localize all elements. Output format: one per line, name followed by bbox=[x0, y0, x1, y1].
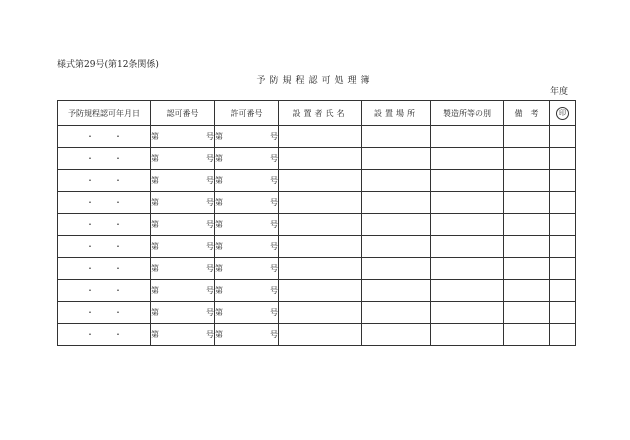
facility-type-cell[interactable] bbox=[431, 148, 504, 170]
date-separator: ・ bbox=[86, 176, 94, 185]
table-row bbox=[58, 214, 576, 236]
col-installer-name: 設置者氏名 bbox=[279, 101, 362, 126]
date-separator: ・ bbox=[114, 286, 122, 295]
date-separator: ・ bbox=[86, 220, 94, 229]
permit-number-cell[interactable] bbox=[215, 148, 279, 170]
table-row bbox=[58, 324, 576, 346]
approval-number-cell[interactable] bbox=[151, 302, 215, 324]
installer-name-cell[interactable] bbox=[279, 214, 362, 236]
table-row bbox=[58, 170, 576, 192]
approval-date-cell[interactable] bbox=[58, 170, 151, 192]
number-prefix: 第 bbox=[215, 264, 223, 273]
installation-site-cell[interactable] bbox=[362, 170, 431, 192]
approval-date-cell[interactable] bbox=[58, 324, 151, 346]
permit-number-cell[interactable] bbox=[215, 170, 279, 192]
approval-number-cell[interactable] bbox=[151, 214, 215, 236]
seal-cell[interactable] bbox=[550, 280, 576, 302]
remarks-cell[interactable] bbox=[504, 170, 550, 192]
installation-site-cell[interactable] bbox=[362, 236, 431, 258]
register-table bbox=[57, 100, 576, 346]
number-prefix: 第 bbox=[151, 198, 159, 207]
approval-number-cell[interactable] bbox=[151, 258, 215, 280]
permit-number-cell[interactable] bbox=[215, 302, 279, 324]
number-suffix: 号 bbox=[270, 154, 278, 163]
date-separator: ・ bbox=[114, 176, 122, 185]
register-rows bbox=[58, 126, 576, 346]
remarks-cell[interactable] bbox=[504, 258, 550, 280]
date-separator: ・ bbox=[114, 242, 122, 251]
number-prefix: 第 bbox=[151, 176, 159, 185]
col-permit-number: 許可番号 bbox=[215, 101, 279, 126]
facility-type-cell[interactable] bbox=[431, 170, 504, 192]
header-row bbox=[58, 101, 576, 126]
remarks-cell[interactable] bbox=[504, 148, 550, 170]
facility-type-cell[interactable] bbox=[431, 302, 504, 324]
approval-date-cell[interactable] bbox=[58, 192, 151, 214]
seal-cell[interactable] bbox=[550, 324, 576, 346]
installation-site-cell[interactable] bbox=[362, 280, 431, 302]
remarks-cell[interactable] bbox=[504, 236, 550, 258]
remarks-cell[interactable] bbox=[504, 214, 550, 236]
permit-number-cell[interactable] bbox=[215, 324, 279, 346]
number-suffix: 号 bbox=[270, 286, 278, 295]
number-suffix: 号 bbox=[206, 220, 214, 229]
approval-date-cell[interactable] bbox=[58, 148, 151, 170]
number-suffix: 号 bbox=[206, 286, 214, 295]
approval-number-cell[interactable] bbox=[151, 236, 215, 258]
number-prefix: 第 bbox=[215, 198, 223, 207]
approval-number-cell[interactable] bbox=[151, 192, 215, 214]
installer-name-cell[interactable] bbox=[279, 192, 362, 214]
approval-date-cell[interactable] bbox=[58, 214, 151, 236]
table-row bbox=[58, 302, 576, 324]
installation-site-cell[interactable] bbox=[362, 214, 431, 236]
date-separator: ・ bbox=[114, 132, 122, 141]
table-row bbox=[58, 148, 576, 170]
date-separator: ・ bbox=[114, 308, 122, 317]
installation-site-cell[interactable] bbox=[362, 148, 431, 170]
remarks-cell[interactable] bbox=[504, 324, 550, 346]
col-remarks: 備 考 bbox=[504, 101, 550, 126]
permit-number-cell[interactable] bbox=[215, 214, 279, 236]
date-separator: ・ bbox=[114, 220, 122, 229]
installation-site-cell[interactable] bbox=[362, 302, 431, 324]
installer-name-cell[interactable] bbox=[279, 126, 362, 148]
approval-date-cell[interactable] bbox=[58, 258, 151, 280]
number-suffix: 号 bbox=[270, 198, 278, 207]
number-suffix: 号 bbox=[270, 242, 278, 251]
approval-number-cell[interactable] bbox=[151, 280, 215, 302]
number-prefix: 第 bbox=[215, 330, 223, 339]
facility-type-cell[interactable] bbox=[431, 324, 504, 346]
seal-cell[interactable] bbox=[550, 302, 576, 324]
remarks-cell[interactable] bbox=[504, 192, 550, 214]
number-prefix: 第 bbox=[151, 242, 159, 251]
facility-type-cell[interactable] bbox=[431, 258, 504, 280]
date-separator: ・ bbox=[86, 198, 94, 207]
number-suffix: 号 bbox=[270, 176, 278, 185]
facility-type-cell[interactable] bbox=[431, 126, 504, 148]
date-separator: ・ bbox=[114, 330, 122, 339]
seal-cell[interactable] bbox=[550, 214, 576, 236]
seal-cell[interactable] bbox=[550, 192, 576, 214]
remarks-cell[interactable] bbox=[504, 126, 550, 148]
number-prefix: 第 bbox=[215, 308, 223, 317]
number-suffix: 号 bbox=[206, 330, 214, 339]
fiscal-year-label: 年度 bbox=[549, 87, 568, 97]
date-separator: ・ bbox=[86, 286, 94, 295]
installation-site-cell[interactable] bbox=[362, 258, 431, 280]
installer-name-cell[interactable] bbox=[279, 170, 362, 192]
permit-number-cell[interactable] bbox=[215, 192, 279, 214]
date-separator: ・ bbox=[114, 264, 122, 273]
number-prefix: 第 bbox=[151, 308, 159, 317]
date-separator: ・ bbox=[86, 154, 94, 163]
permit-number-cell[interactable] bbox=[215, 280, 279, 302]
installer-name-cell[interactable] bbox=[279, 324, 362, 346]
number-suffix: 号 bbox=[206, 154, 214, 163]
date-separator: ・ bbox=[86, 308, 94, 317]
approval-date-cell[interactable] bbox=[58, 126, 151, 148]
table-row bbox=[58, 126, 576, 148]
approval-number-cell[interactable] bbox=[151, 170, 215, 192]
seal-cell[interactable] bbox=[550, 258, 576, 280]
installer-name-cell[interactable] bbox=[279, 148, 362, 170]
date-separator: ・ bbox=[114, 154, 122, 163]
approval-number-cell[interactable] bbox=[151, 148, 215, 170]
seal-cell[interactable] bbox=[550, 236, 576, 258]
number-prefix: 第 bbox=[151, 264, 159, 273]
number-prefix: 第 bbox=[215, 154, 223, 163]
number-prefix: 第 bbox=[215, 242, 223, 251]
approval-number-cell[interactable] bbox=[151, 324, 215, 346]
installer-name-cell[interactable] bbox=[279, 280, 362, 302]
number-prefix: 第 bbox=[151, 330, 159, 339]
permit-number-cell[interactable] bbox=[215, 126, 279, 148]
number-suffix: 号 bbox=[270, 132, 278, 141]
number-suffix: 号 bbox=[206, 308, 214, 317]
col-facility-type: 製造所等の別 bbox=[431, 101, 504, 126]
table-row bbox=[58, 258, 576, 280]
number-suffix: 号 bbox=[206, 176, 214, 185]
table-row bbox=[58, 280, 576, 302]
remarks-cell[interactable] bbox=[504, 302, 550, 324]
installer-name-cell[interactable] bbox=[279, 236, 362, 258]
installation-site-cell[interactable] bbox=[362, 192, 431, 214]
number-suffix: 号 bbox=[206, 198, 214, 207]
installer-name-cell[interactable] bbox=[279, 258, 362, 280]
number-prefix: 第 bbox=[151, 154, 159, 163]
installation-site-cell[interactable] bbox=[362, 126, 431, 148]
facility-type-cell[interactable] bbox=[431, 214, 504, 236]
approval-date-cell[interactable] bbox=[58, 302, 151, 324]
number-suffix: 号 bbox=[270, 220, 278, 229]
number-suffix: 号 bbox=[206, 264, 214, 273]
number-prefix: 第 bbox=[215, 220, 223, 229]
number-suffix: 号 bbox=[270, 308, 278, 317]
seal-cell[interactable] bbox=[550, 170, 576, 192]
seal-icon: 印 bbox=[556, 107, 569, 120]
date-separator: ・ bbox=[86, 330, 94, 339]
approval-number-cell[interactable] bbox=[151, 126, 215, 148]
installation-site-cell[interactable] bbox=[362, 324, 431, 346]
date-separator: ・ bbox=[86, 242, 94, 251]
number-suffix: 号 bbox=[270, 330, 278, 339]
date-separator: ・ bbox=[114, 198, 122, 207]
facility-type-cell[interactable] bbox=[431, 236, 504, 258]
date-separator: ・ bbox=[86, 264, 94, 273]
document-title: 予防規程認可処理簿 bbox=[256, 76, 374, 86]
seal-cell[interactable] bbox=[550, 126, 576, 148]
col-installation-site: 設置場所 bbox=[362, 101, 431, 126]
col-seal bbox=[550, 101, 576, 126]
table-row bbox=[58, 236, 576, 258]
number-prefix: 第 bbox=[215, 286, 223, 295]
number-prefix: 第 bbox=[151, 286, 159, 295]
permit-number-cell[interactable] bbox=[215, 258, 279, 280]
table-row bbox=[58, 192, 576, 214]
approval-date-cell[interactable] bbox=[58, 236, 151, 258]
date-separator: ・ bbox=[86, 132, 94, 141]
number-suffix: 号 bbox=[270, 264, 278, 273]
form-id: 様式第29号(第12条関係) bbox=[57, 60, 159, 70]
number-prefix: 第 bbox=[215, 176, 223, 185]
installer-name-cell[interactable] bbox=[279, 302, 362, 324]
remarks-cell[interactable] bbox=[504, 280, 550, 302]
number-prefix: 第 bbox=[151, 220, 159, 229]
col-approval-number: 認可番号 bbox=[151, 101, 215, 126]
facility-type-cell[interactable] bbox=[431, 280, 504, 302]
permit-number-cell[interactable] bbox=[215, 236, 279, 258]
number-suffix: 号 bbox=[206, 132, 214, 141]
number-suffix: 号 bbox=[206, 242, 214, 251]
number-prefix: 第 bbox=[215, 132, 223, 141]
number-prefix: 第 bbox=[151, 132, 159, 141]
col-approval-date: 予防規程認可年月日 bbox=[58, 101, 151, 126]
facility-type-cell[interactable] bbox=[431, 192, 504, 214]
approval-date-cell[interactable] bbox=[58, 280, 151, 302]
seal-cell[interactable] bbox=[550, 148, 576, 170]
